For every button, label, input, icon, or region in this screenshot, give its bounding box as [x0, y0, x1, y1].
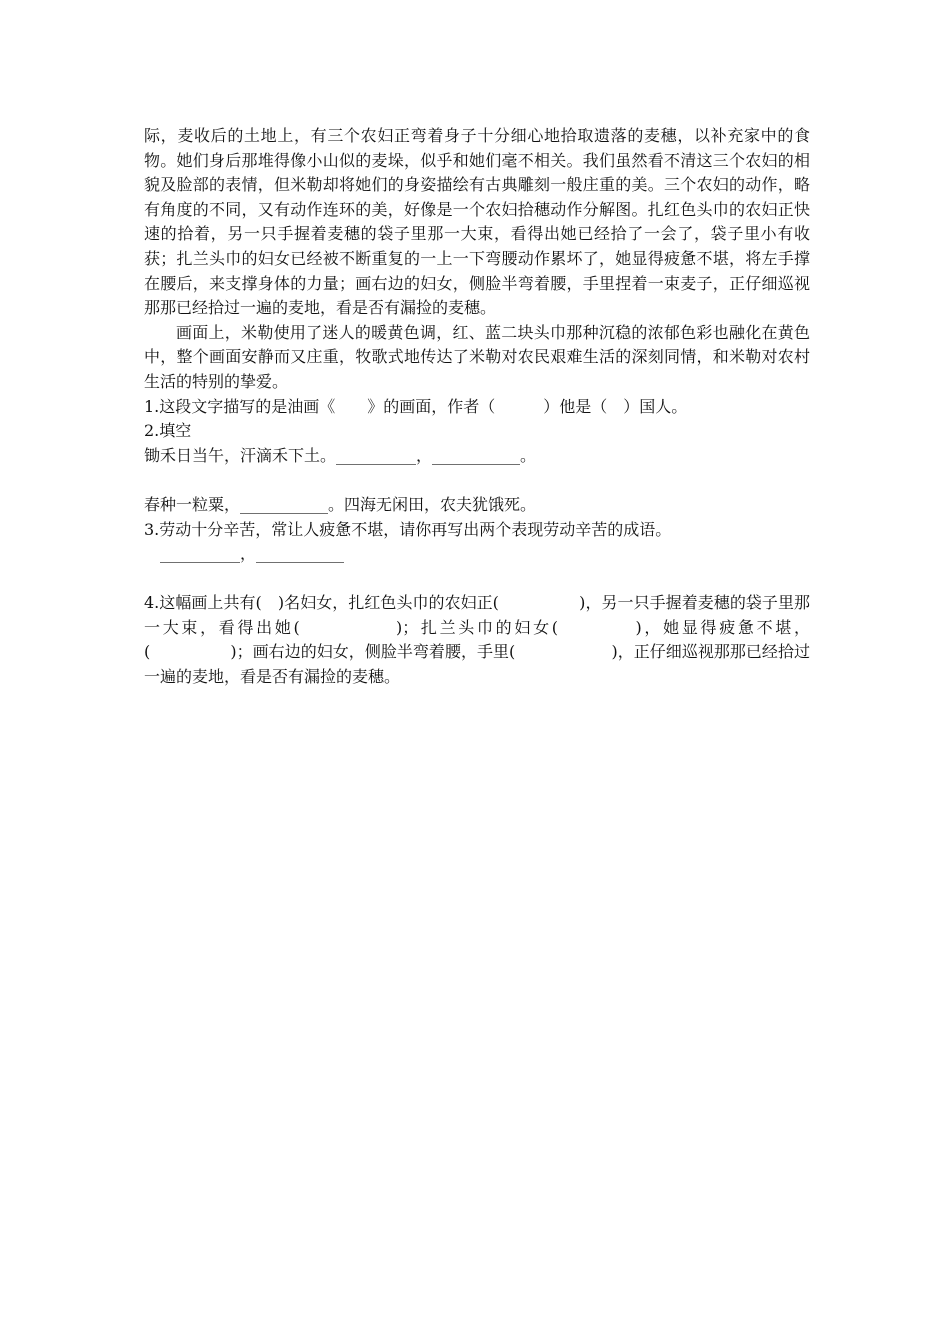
question-2-line-1: 锄禾日当午，汗滴禾下土。__________，___________。 [144, 445, 537, 465]
question-2-title: 2.填空 [144, 421, 192, 441]
question-4: 4.这幅画上共有( )名妇女，扎红色头巾的农妇正( )，另一只手握着麦穗的袋子里那一大束，看得出她( )；扎兰头巾的妇女( )，她显得疲惫不堪，( )；画右边的妇女，侧脸半弯着腰，手里( )，正仔细巡视那那已经拾过一遍的麦地，看是否有漏捡的麦穗。 [144, 593, 810, 687]
document-page [144, 124, 810, 690]
question-3: 3.劳动十分辛苦，常让人疲惫不堪，请你再写出两个表现劳动辛苦的成语。 [144, 519, 672, 539]
passage-paragraph-1: 际，麦收后的土地上，有三个农妇正弯着身子十分细心地拾取遗落的麦穗，以补充家中的食物。她们身后那堆得像小山似的麦垛，似乎和她们毫不相关。我们虽然看不清这三个农妇的相貌及脸部的表情，但米勒却将她们的身姿描绘有古典雕刻一般庄重的美。三个农妇的动作，略有角度的不同，又有动作连环的美，好像是一个农妇拾穗动作分解图。扎红色头巾的农妇正快速的拾着，另一只手握着麦穗的袋子里那一大束，看得出她已经拾了一会了，袋子里小有收获；扎兰头巾的妇女已经被不断重复的一上一下弯腰动作累坏了，她显得疲惫不堪，将左手撑在腰后，来支撑身体的力量；画右边的妇女，侧脸半弯着腰，手里捏着一束麦子，正仔细巡视那那已经拾过一遍的麦地，看是否有漏捡的麦穗。 [144, 126, 810, 318]
question-3-answer-blanks: __________，___________ [160, 544, 345, 564]
passage-paragraph-2: 画面上，米勒使用了迷人的暖黄色调，红、蓝二块头巾那种沉稳的浓郁色彩也融化在黄色中，整个画面安静而又庄重，牧歌式地传达了米勒对农民艰难生活的深刻同情，和米勒对农村生活的特别的挚爱。 [144, 322, 810, 391]
question-1: 1.这段文字描写的是油画《 》的画面，作者（ ）他是（ ）国人。 [144, 396, 688, 416]
question-2-line-2: 春种一粒粟，___________。四海无闲田，农夫犹饿死。 [144, 494, 537, 514]
spacer [144, 468, 810, 493]
spacer [144, 567, 810, 592]
